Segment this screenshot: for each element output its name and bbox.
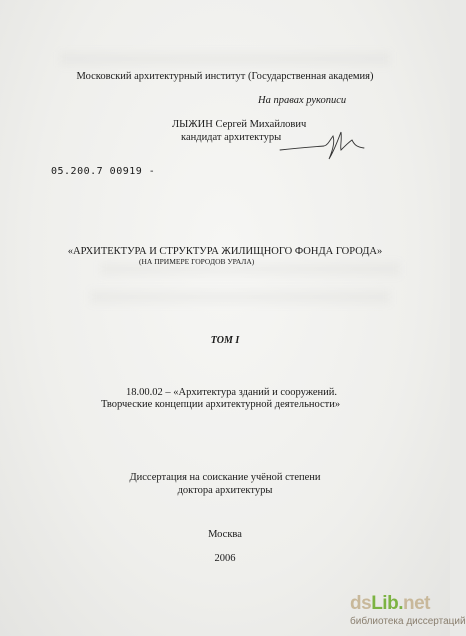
specialty-name: Творческие концепции архитектурной деятельности» xyxy=(101,399,341,410)
dslib-logo: dsLib.net xyxy=(350,593,430,614)
year: 2006 xyxy=(214,553,236,564)
author-signature xyxy=(278,126,366,166)
dslib-caption: библиотека диссертаций xyxy=(350,616,466,627)
specialty-code: 18.00.02 – «Архитектура зданий и сооружений. xyxy=(126,387,337,398)
rights-notice: На правах рукописи xyxy=(258,95,347,106)
institution-name: Московский архитектурный институт (Государственная академия) xyxy=(76,71,374,82)
registration-number: 05.200.7 00919 - xyxy=(51,166,156,177)
volume-label: ТОМ I xyxy=(210,335,240,346)
dissertation-title: «АРХИТЕКТУРА И СТРУКТУРА ЖИЛИЩНОГО ФОНДА ГОРОДА» xyxy=(67,246,383,257)
scan-artifact xyxy=(90,290,390,304)
degree-purpose: Диссертация на соискание учёной степени xyxy=(129,472,321,483)
dissertation-subtitle: (НА ПРИМЕРЕ ГОРОДОВ УРАЛА) xyxy=(139,257,255,266)
degree-level: доктора архитектуры xyxy=(177,485,273,496)
city: Москва xyxy=(208,529,242,540)
author-degree: кандидат архитектуры xyxy=(181,132,282,143)
scan-artifact xyxy=(60,52,390,66)
dslib-watermark[interactable] xyxy=(350,593,466,630)
author-name: ЛЫЖИН Сергей Михайлович xyxy=(172,119,307,130)
